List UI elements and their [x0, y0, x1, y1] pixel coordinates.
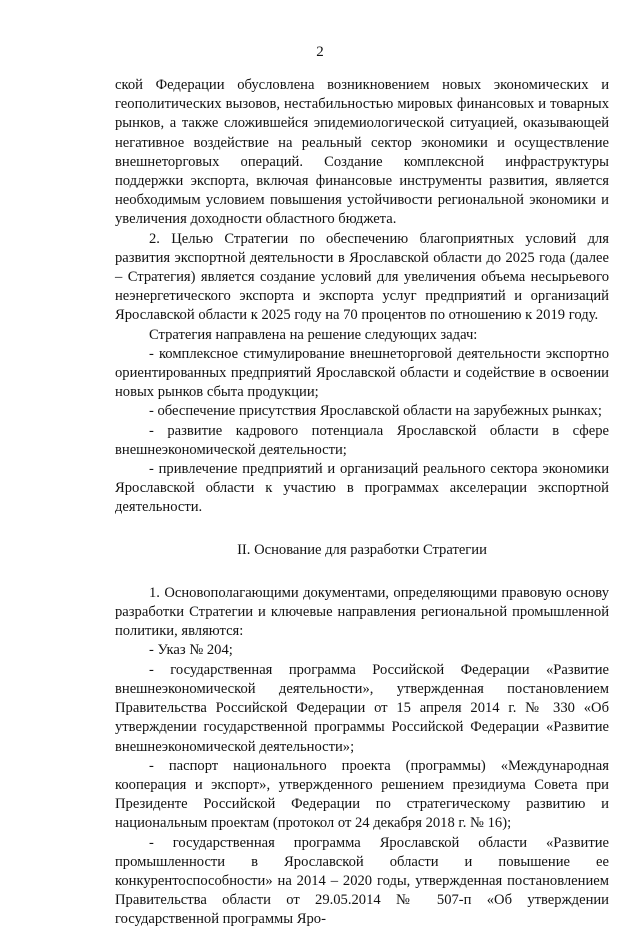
- list-item-document: - паспорт национального проекта (программы) «Международная кооперация и экспорт», утвержденного решением президиума Совета при Президенте Российской Федерации по стратегическому развитию и национальным проектам (протокол от 24 декабря 2018 г. № 16);: [115, 757, 609, 832]
- document-body: [115, 76, 609, 930]
- paragraph-context: ской Федерации обусловлена возникновением новых экономических и геополитических вызовов, нестабильностью мировых финансовых и товарных рынков, а также сложившейся эпидемиологической ситуацией, оказывающей негативное воздействие на реальный сектор экономики и осуществление внешнеторговых операций. Создание комплексной инфраструктуры поддержки экспорта, включая финансовые инструменты развития, является необходимым условием повышения устойчивости региональной экономики и увеличения доходности областного бюджета.: [115, 77, 609, 228]
- list-item-document: - Указ № 204;: [149, 642, 233, 659]
- list-item-task: - привлечение предприятий и организаций реального сектора экономики Ярославской области к участию в программах акселерации экспортной деятельности.: [115, 461, 609, 516]
- list-item-task: - комплексное стимулирование внешнеторговой деятельности экспортно ориентированных предприятий Ярославской области и содействие в освоении новых рынков сбыта продукции;: [115, 345, 609, 401]
- list-item-document: - государственная программа Ярославской области «Развитие промышленности в Ярославской области и повышение ее конкурентоспособности» на 2014 – 2020 годы, утвержденная постановлением Правительства области от 29.05.2014 № 507-п «Об утверждении государственной программы Яро-: [115, 834, 609, 928]
- section-heading: II. Основание для разработки Стратегии: [237, 541, 487, 558]
- list-item-task: - развитие кадрового потенциала Ярославской области в сфере внешнеэкономической деятельности;: [115, 422, 609, 458]
- paragraph-goal: 2. Целью Стратегии по обеспечению благоприятных условий для развития экспортной деятельности в Ярославской области до 2025 года (далее – Стратегия) является создание условий для увеличения объема несырьевого неэнергетического экспорта и экспорта услуг предприятий и организаций Ярославской области к 2025 году на 70 процентов по отношению к 2019 году.: [115, 230, 609, 324]
- paragraph-basis-intro: 1. Основополагающими документами, определяющими правовую основу разработки Стратегии и ключевые направления региональной промышленной политики, являются:: [115, 584, 609, 640]
- list-item-task: - обеспечение присутствия Ярославской области на зарубежных рынках;: [149, 403, 602, 420]
- paragraph-tasks-intro: Стратегия направлена на решение следующих задач:: [149, 326, 478, 343]
- page-number: 2: [316, 44, 324, 60]
- list-item-document: - государственная программа Российской Федерации «Развитие внешнеэкономической деятельности», утвержденная постановлением Правительства Российской Федерации от 15 апреля 2014 г. № 330 «Об утверждении государственной программы Российской Федерации «Развитие внешнеэкономической деятельности»;: [115, 661, 609, 755]
